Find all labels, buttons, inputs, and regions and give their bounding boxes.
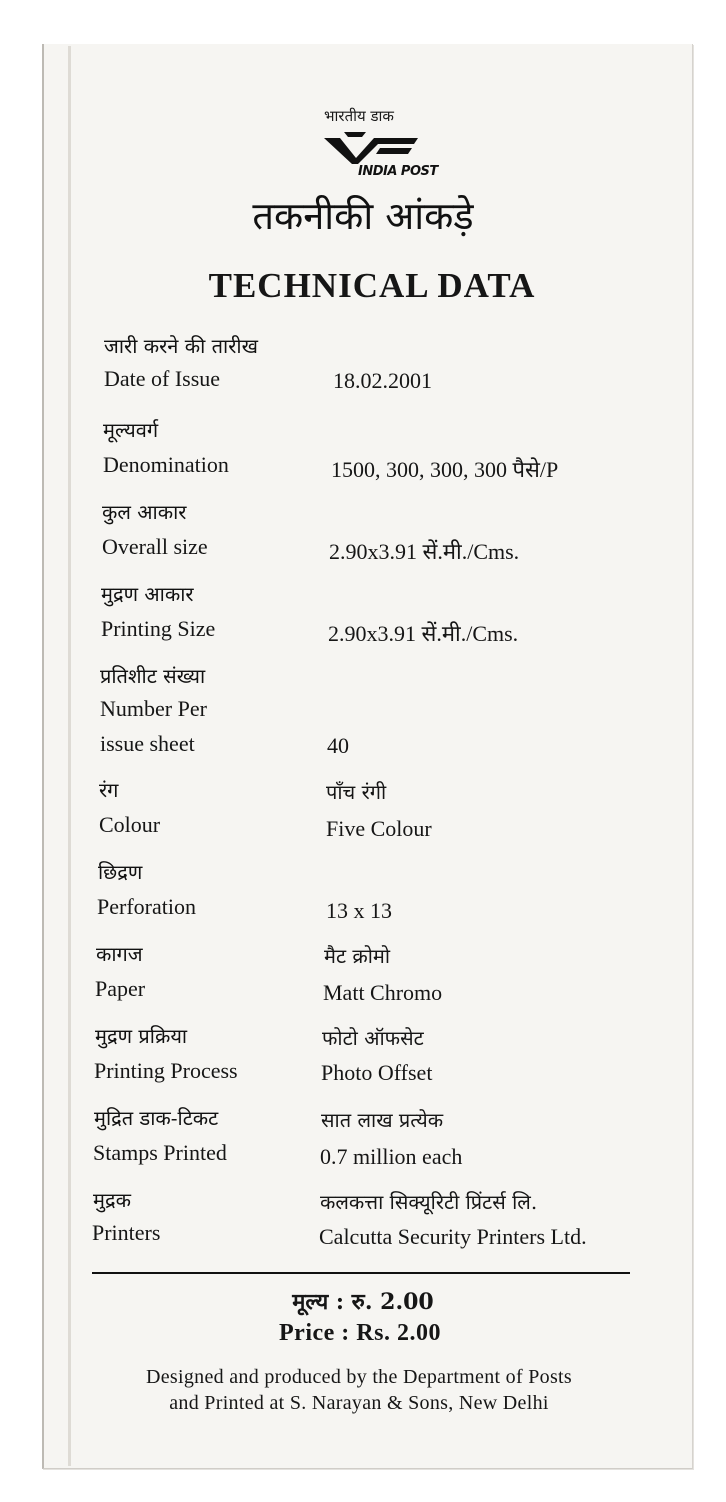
row-label: Printing Size	[101, 616, 216, 641]
row-value: Matt Chromo	[323, 980, 443, 1005]
row-value: 2.90x3.91 सें.मी./Cms.	[329, 539, 520, 564]
row-label: Printers	[92, 1220, 161, 1245]
row-value: Calcutta Security Printers Ltd.	[319, 1224, 587, 1249]
india-post-logo-icon	[322, 128, 422, 164]
row-label: Perforation	[97, 894, 196, 919]
fold-line	[68, 46, 71, 1466]
row-hindi-label: कागज	[96, 942, 143, 966]
row-value: 40	[327, 733, 349, 758]
row-label: Date of Issue	[104, 366, 221, 391]
row-label: Paper	[95, 976, 146, 1001]
row-hindi-label: प्रतिशीट संख्या	[100, 664, 206, 688]
india-post-logo	[318, 106, 448, 184]
price: Price : Rs. 2.00	[279, 1320, 441, 1346]
logo-hindi-text: भारतीय डाक	[324, 107, 394, 125]
row-hindi-label: मूल्यवर्ग	[103, 418, 159, 442]
row-hindi-label: कुल आकार	[102, 500, 187, 524]
divider	[92, 1272, 630, 1274]
row-label: Printing Process	[94, 1058, 238, 1083]
row-hindi-label: मुद्रक	[93, 1188, 131, 1212]
row-value: 13 x 13	[326, 898, 392, 923]
row-value-hindi: सात लाख प्रत्येक	[321, 1108, 444, 1132]
credits-line-2: and Printed at S. Narayan & Sons, New Delhi	[169, 1392, 549, 1414]
row-label-continued: issue sheet	[100, 731, 195, 756]
row-value-hindi: पाँच रंगी	[326, 780, 387, 804]
row-hindi-label: जारी करने की तारीख	[104, 334, 258, 358]
price-hindi: मूल्य : रु. 2.00	[292, 1289, 434, 1315]
row-hindi-label: मुद्रित डाक-टिकट	[94, 1106, 219, 1130]
row-hindi-label: मुद्रण प्रक्रिया	[95, 1024, 188, 1048]
title-hindi: तकनीकी आंकड़े	[252, 194, 474, 238]
row-label: Overall size	[102, 534, 208, 559]
page-title: TECHNICAL DATA	[208, 266, 536, 305]
row-hindi-label: मुद्रण आकार	[101, 582, 194, 606]
row-label: Denomination	[103, 452, 229, 477]
logo-text: INDIA POST	[358, 164, 438, 179]
row-value-hindi: फोटो ऑफसेट	[322, 1026, 424, 1050]
row-value: Five Colour	[326, 816, 432, 841]
credits-line-1: Designed and produced by the Department of Posts	[146, 1366, 572, 1388]
row-value: 18.02.2001	[333, 368, 432, 393]
row-value: Photo Offset	[321, 1060, 433, 1085]
credits	[0, 1364, 718, 1416]
row-value: 0.7 million each	[320, 1144, 463, 1169]
row-value-hindi: मैट क्रोमो	[324, 944, 391, 968]
row-label: Number Per	[100, 696, 207, 721]
row-label: Stamps Printed	[93, 1140, 227, 1165]
row-label: Colour	[99, 812, 161, 837]
row-value: 2.90x3.91 सें.मी./Cms.	[328, 621, 519, 646]
row-value-hindi: कलकत्ता सिक्यूरिटी प्रिंटर्स लि.	[320, 1190, 538, 1214]
row-hindi-label: छिद्रण	[98, 860, 143, 884]
row-hindi-label: रंग	[99, 778, 119, 802]
row-value: 1500, 300, 300, 300 पैसे/P	[331, 457, 559, 482]
